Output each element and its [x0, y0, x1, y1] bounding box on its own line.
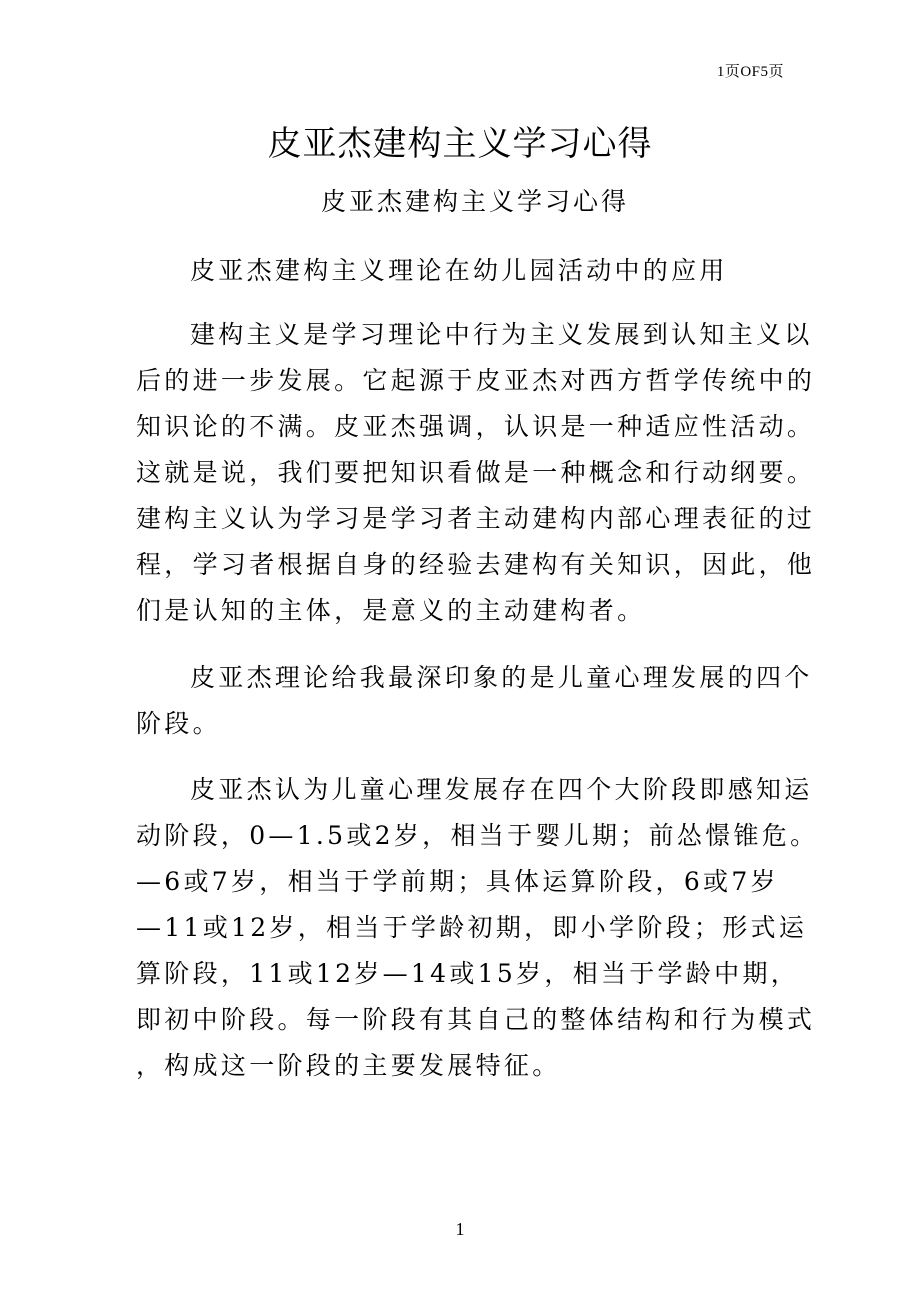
document-title: 皮亚杰建构主义学习心得: [267, 124, 653, 164]
paragraph-line: 阶段。: [136, 709, 221, 738]
paragraph-line: 程，学习者根据自身的经验去建构有关知识，因此，他: [136, 550, 816, 579]
paragraph-line: 即初中阶段。每一阶段有其自己的整体结构和行为模式: [136, 1005, 816, 1034]
page-number: 1: [455, 1219, 465, 1239]
document-subtitle: 皮亚杰建构主义学习心得: [320, 187, 629, 216]
paragraph-line: 建构主义认为学习是学习者主动建构内部心理表征的过: [136, 504, 816, 533]
paragraph-line: 建构主义是学习理论中行为主义发展到认知主义以: [190, 320, 813, 349]
paragraph-line: 后的进一步发展。它起源于皮亚杰对西方哲学传统中的: [136, 366, 816, 395]
paragraph-line: 知识论的不满。皮亚杰强调，认识是一种适应性活动。: [136, 412, 816, 441]
paragraph-3: [136, 655, 813, 747]
paragraph-line: 皮亚杰理论给我最深印象的是儿童心理发展的四个: [190, 663, 813, 692]
paragraph-2: [136, 312, 816, 634]
page-indicator: 1页OF5页: [716, 64, 784, 80]
paragraph-line: 这就是说，我们要把知识看做是一种概念和行动纲要。: [136, 458, 816, 487]
paragraph-line: ，构成这一阶段的主要发展特征。: [136, 1051, 561, 1080]
paragraph-4: [136, 767, 819, 1089]
paragraph-line: —6或7岁，相当于学前期；具体运算阶段，6或7岁: [136, 867, 779, 896]
paragraph-line: 动阶段，0—1.5或2岁，相当于婴儿期；前怂憬锥危。: [136, 821, 819, 850]
paragraph-line: 皮亚杰认为儿童心理发展存在四个大阶段即感知运: [190, 775, 813, 804]
paragraph-line: 们是认知的主体，是意义的主动建构者。: [136, 596, 646, 625]
paragraph-line: —11或12岁，相当于学龄初期，即小学阶段；形式运: [136, 913, 808, 942]
paragraph-line: 算阶段，11或12岁—14或15岁，相当于学龄中期，: [136, 959, 800, 988]
paragraph-1: [136, 248, 776, 294]
paragraph-line: 皮亚杰建构主义理论在幼儿园活动中的应用: [190, 256, 728, 285]
